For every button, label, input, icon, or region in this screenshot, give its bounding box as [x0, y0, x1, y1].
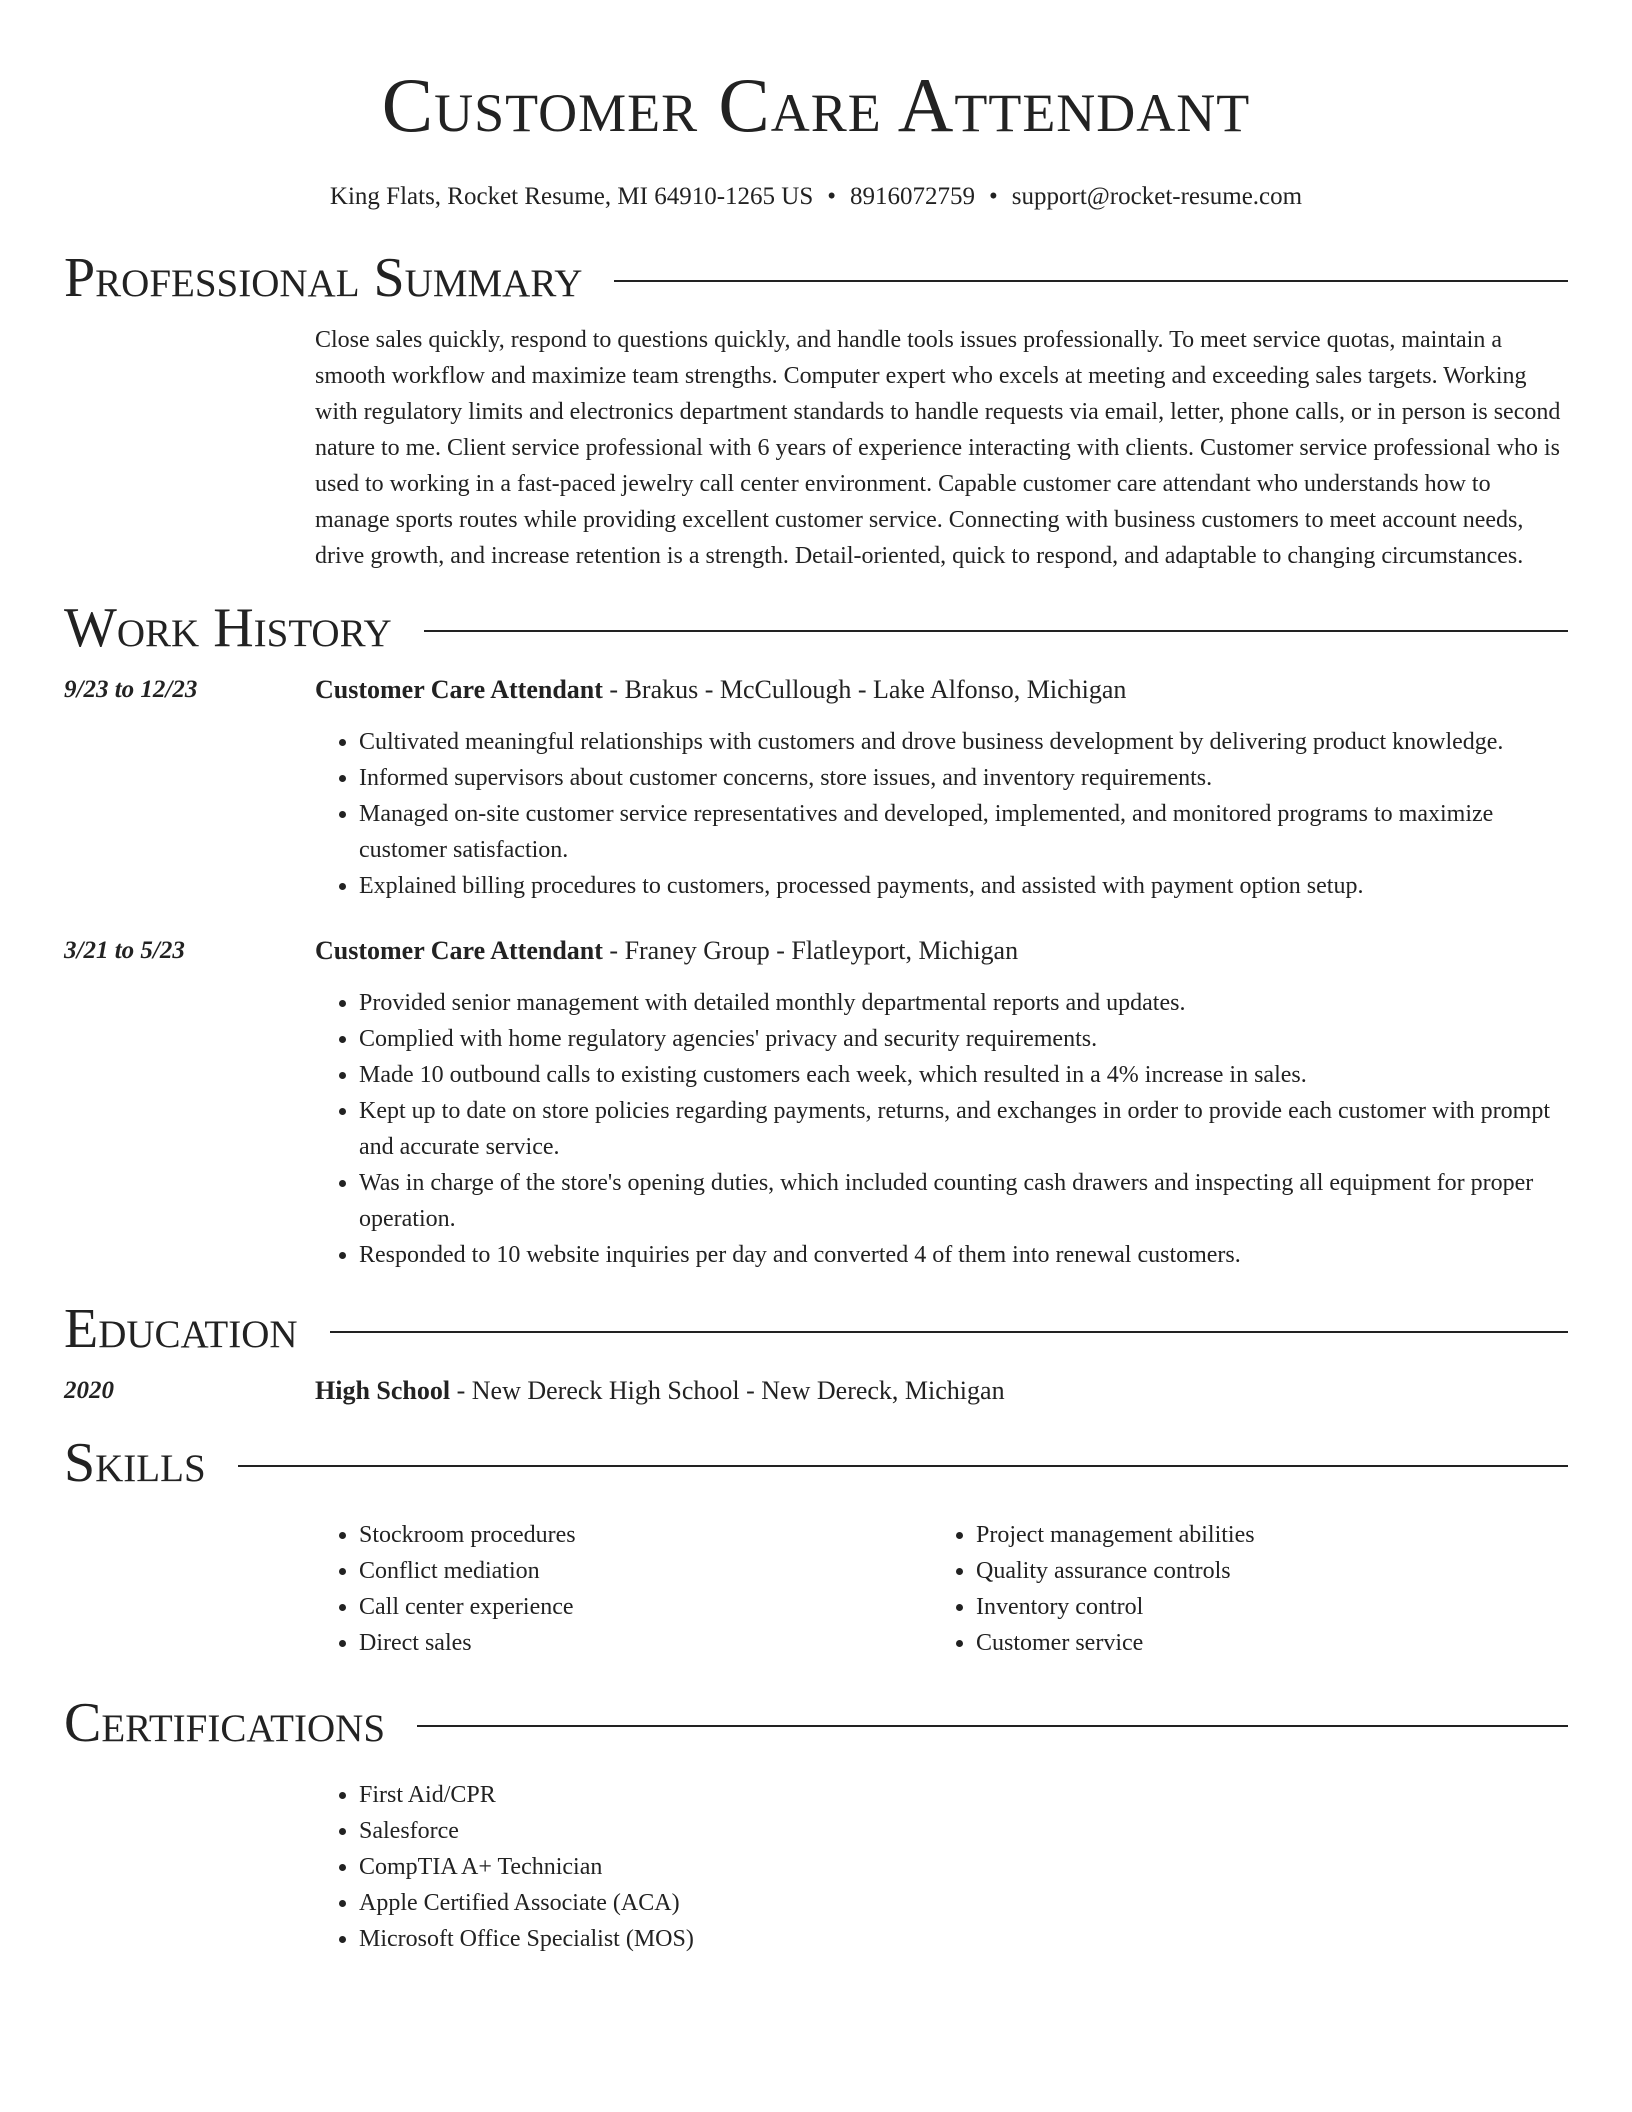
section-title: Work History	[64, 597, 392, 659]
job-bullet: • Kept up to date on store policies regarding payments, returns, and exchanges in order to provide each customer with prompt and accurate service.	[359, 1093, 1568, 1165]
section-heading-summary	[64, 246, 1568, 310]
job-bullet: • Cultivated meaningful relationships with customers and drove business development by delivering product knowledge.	[359, 724, 1568, 760]
skill-item: • Inventory control	[976, 1589, 1549, 1625]
skill-item: • Stockroom procedures	[359, 1517, 932, 1553]
job-bullet: • Managed on-site customer service representatives and developed, implemented, and monitored programs to maximize customer satisfaction.	[359, 796, 1568, 868]
skill-item: • Conflict mediation	[359, 1553, 932, 1589]
section-divider	[417, 1725, 1568, 1727]
section-title: Certifications	[64, 1692, 386, 1754]
summary-text: Close sales quickly, respond to questions quickly, and handle tools issues professionally. To meet service quotas, maintain a smooth workflow and maximize team strengths. Computer expert who excels at meeting and exceeding sales targets. Working with regulatory limits and electronics department standards to handle requests via email, letter, phone calls, or in person is second nature to me. Client service professional with 6 years of experience interacting with clients. Customer service professional who is used to working in a fast-paced jewelry call center environment. Capable customer care attendant who understands how to manage sports routes while providing excellent customer service. Connecting with business customers to meet account needs, drive growth, and increase retention is a strength. Detail-oriented, quick to respond, and adaptable to changing circumstances.	[315, 327, 1561, 569]
job-bullets	[315, 724, 1568, 904]
job-details: - Brakus - McCullough - Lake Alfonso, Michigan	[602, 675, 1127, 704]
skill-item: • Direct sales	[359, 1625, 932, 1661]
section-divider	[424, 630, 1568, 632]
section-heading-work-history	[64, 596, 1568, 660]
job-bullet: • Complied with home regulatory agencies' privacy and security requirements.	[359, 1021, 1568, 1057]
contact-address: King Flats, Rocket Resume, MI 64910-1265 US	[329, 183, 814, 210]
section-divider	[238, 1465, 1568, 1467]
section-heading-skills	[64, 1431, 1568, 1495]
skills-columns	[315, 1517, 1568, 1661]
job-entry	[64, 672, 1568, 904]
job-dates: 3/21 to 5/23	[64, 937, 185, 964]
skills-row	[64, 1517, 1568, 1661]
certification-item: • Apple Certified Associate (ACA)	[359, 1885, 1568, 1921]
section-title: Professional Summary	[64, 247, 583, 309]
job-dates: 9/23 to 12/23	[64, 676, 198, 703]
resume-name: Customer Care Attendant	[381, 62, 1251, 148]
certifications-list	[315, 1777, 1568, 1957]
contact-separator: •	[989, 183, 998, 210]
education-heading	[315, 1373, 1568, 1409]
job-bullet: • Responded to 10 website inquiries per day and converted 4 of them into renewal customers.	[359, 1237, 1568, 1273]
certification-item: • Salesforce	[359, 1813, 1568, 1849]
job-heading	[315, 933, 1568, 969]
certification-item: • CompTIA A+ Technician	[359, 1849, 1568, 1885]
job-bullet: • Informed supervisors about customer concerns, store issues, and inventory requirements.	[359, 760, 1568, 796]
certification-item: • Microsoft Office Specialist (MOS)	[359, 1921, 1568, 1957]
skills-list-left	[315, 1517, 932, 1661]
job-entry	[64, 933, 1568, 1273]
job-bullet: • Explained billing procedures to customers, processed payments, and assisted with payment option setup.	[359, 868, 1568, 904]
skill-item: • Project management abilities	[976, 1517, 1549, 1553]
job-details: - Franey Group - Flatleyport, Michigan	[602, 936, 1019, 965]
job-bullet: • Was in charge of the store's opening duties, which included counting cash drawers and inspecting all equipment for proper operation.	[359, 1165, 1568, 1237]
skill-item: • Customer service	[976, 1625, 1549, 1661]
section-divider	[614, 280, 1568, 282]
section-title: Skills	[64, 1432, 206, 1494]
education-year: 2020	[64, 1377, 114, 1404]
skill-item: • Quality assurance controls	[976, 1553, 1549, 1589]
certification-item: • First Aid/CPR	[359, 1777, 1568, 1813]
section-heading-education	[64, 1297, 1568, 1361]
contact-separator: •	[827, 183, 837, 210]
section-title: Education	[64, 1298, 298, 1360]
education-details: - New Dereck High School - New Dereck, Michigan	[450, 1376, 1005, 1405]
education-entry	[64, 1373, 1568, 1409]
contact-email: support@rocket-resume.com	[1011, 183, 1303, 210]
job-title: Customer Care Attendant	[315, 936, 603, 965]
job-bullet: • Provided senior management with detailed monthly departmental reports and updates.	[359, 985, 1568, 1021]
section-divider	[330, 1331, 1568, 1333]
job-bullets	[315, 985, 1568, 1273]
skills-list-right	[932, 1517, 1549, 1661]
job-heading	[315, 672, 1568, 708]
certifications-row	[64, 1777, 1568, 1957]
education-degree: High School	[315, 1376, 451, 1405]
section-heading-certifications	[64, 1691, 1568, 1755]
summary-row	[64, 322, 1568, 574]
contact-line	[64, 182, 1568, 212]
contact-phone: 8916072759	[850, 183, 976, 210]
job-bullet: • Made 10 outbound calls to existing customers each week, which resulted in a 4% increase in sales.	[359, 1057, 1568, 1093]
skill-item: • Call center experience	[359, 1589, 932, 1625]
job-title: Customer Care Attendant	[315, 675, 603, 704]
